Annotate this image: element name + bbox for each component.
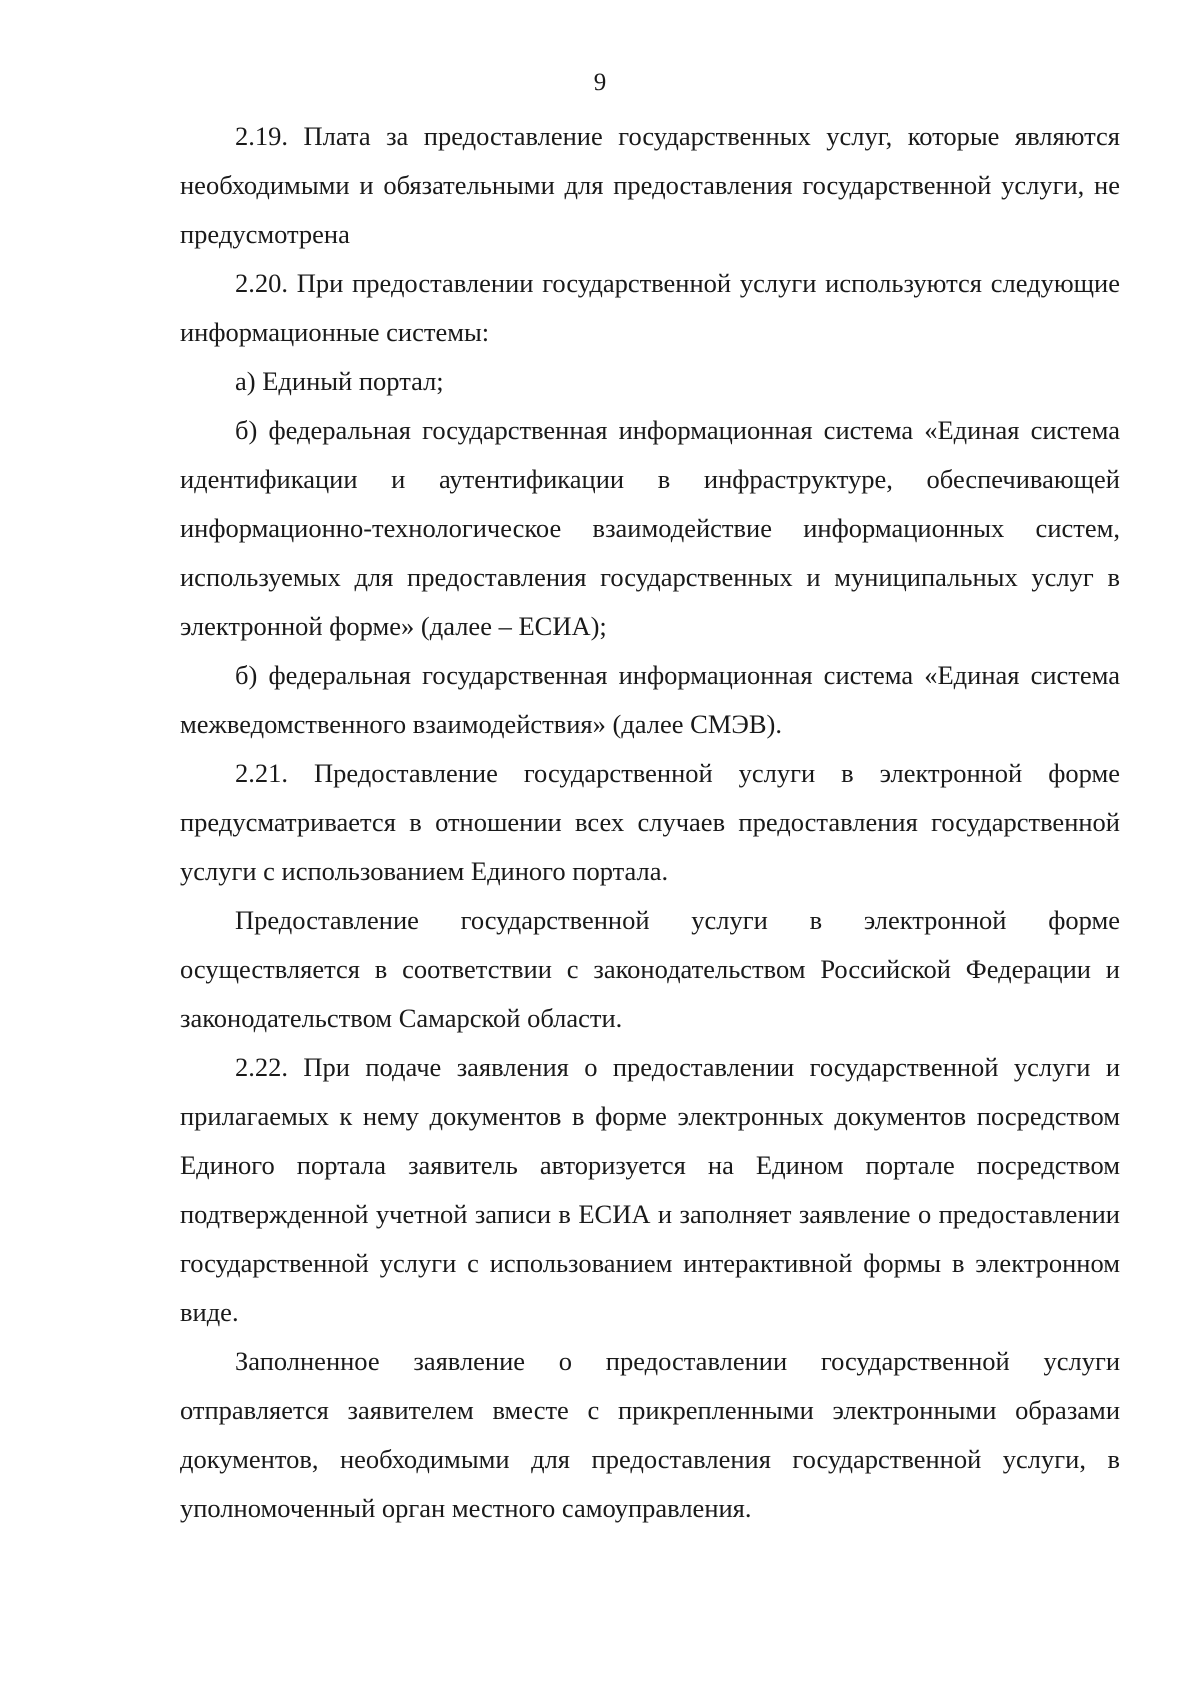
list-item-b-esia: б) федеральная государственная информационная система «Единая система идентификации и аутентификации в инфраструктуре, обеспечивающей информационно-технологическое взаимодействие информационных систем, используемых для предоставления государственных и муниципальных услуг в электронной форме» (далее – ЕСИА);	[180, 415, 1120, 641]
paragraph-2-22-continued: Заполненное заявление о предоставлении государственной услуги отправляется заявителем вместе с прикрепленными электронными образами документов, необходимыми для предоставления государственной услуги, в уполномоченный орган местного самоуправления.	[180, 1346, 1120, 1523]
paragraph-2-22: 2.22. При подаче заявления о предоставлении государственной услуги и прилагаемых к нему документов в форме электронных документов посредством Единого портала заявитель авторизуется на Едином портале посредством подтвержденной учетной записи в ЕСИА и заполняет заявление о предоставлении государственной услуги с использованием интерактивной формы в электронном виде.	[180, 1052, 1120, 1327]
list-item-a: а) Единый портал;	[235, 366, 444, 396]
page-number: 9	[593, 69, 607, 96]
document-body	[180, 112, 1120, 1533]
paragraph-2-19: 2.19. Плата за предоставление государственных услуг, которые являются необходимыми и обязательными для предоставления государственной услуги, не предусмотрена	[180, 121, 1120, 249]
paragraph-2-21-continued: Предоставление государственной услуги в электронной форме осуществляется в соответствии с законодательством Российской Федерации и законодательством Самарской области.	[180, 905, 1120, 1033]
paragraph-2-20: 2.20. При предоставлении государственной услуги используются следующие информационные системы:	[180, 268, 1120, 347]
list-item-b-smev: б) федеральная государственная информационная система «Единая система межведомственного взаимодействия» (далее СМЭВ).	[180, 660, 1120, 739]
paragraph-2-21: 2.21. Предоставление государственной услуги в электронной форме предусматривается в отношении всех случаев предоставления государственной услуги с использованием Единого портала.	[180, 758, 1120, 886]
